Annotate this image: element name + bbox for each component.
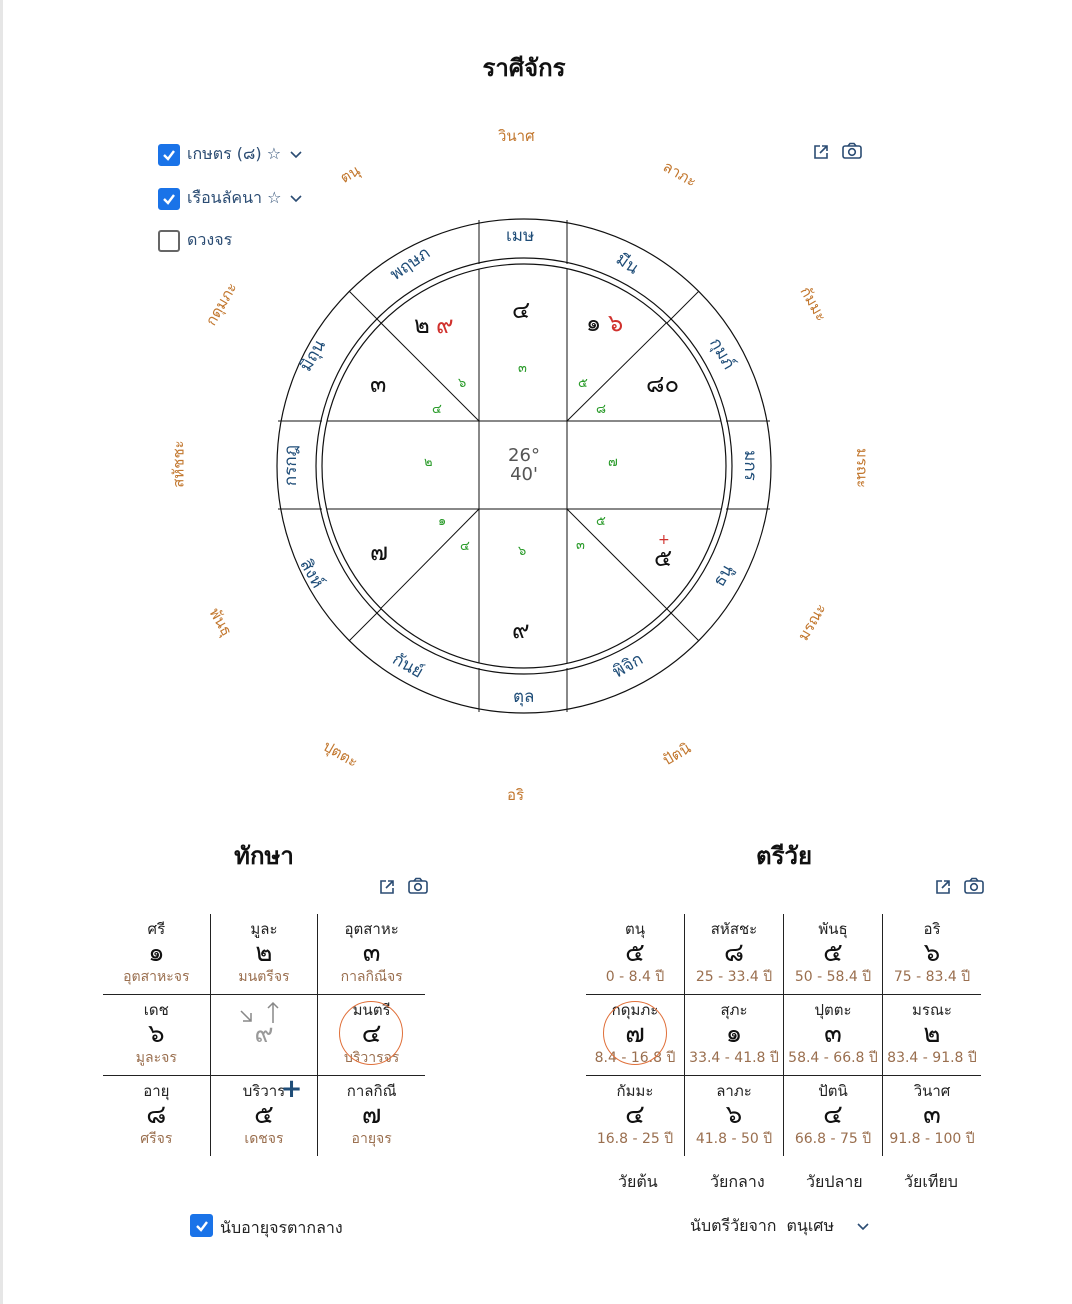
trivai-cell [685, 1076, 784, 1157]
planet-kumbh: ๘๐ [646, 370, 680, 398]
footer-middle: วัยกลาง [710, 1172, 765, 1191]
taksa-cell [103, 914, 210, 995]
cell-name: อุตสาหะ [344, 920, 399, 938]
small-num: ๑ [438, 514, 447, 529]
cell-name: ศรี [147, 920, 166, 938]
taksa-cell [103, 995, 210, 1076]
planet-mesha: ๔ [512, 296, 531, 324]
ruean-lakana-checkbox[interactable] [158, 188, 180, 210]
taksa-center-cell [210, 995, 318, 1076]
cell-num: ๖ [148, 1019, 165, 1049]
highlight-circle [339, 1001, 403, 1065]
cell-num: ๖ [725, 1100, 743, 1130]
cell-sub: มนตรีจร [238, 969, 290, 985]
kaset-label: เกษตร (๘) ☆ [187, 144, 282, 163]
cell-sub: 83.4 - 91.8 ปี [887, 1050, 977, 1066]
small-num: ๓ [576, 538, 585, 553]
kaset-checkbox[interactable] [158, 144, 180, 166]
option-duangjon[interactable] [158, 228, 232, 253]
house-label-patni: ปัตนิ [659, 738, 695, 770]
trivai-cell [685, 995, 784, 1076]
count-age-label: นับอายุจรตากลาง [220, 1218, 343, 1237]
cell-name: มูละ [250, 920, 278, 938]
open-external-icon[interactable] [934, 878, 954, 898]
left-edge [0, 0, 3, 1304]
cell-name: สหัสชะ [710, 920, 758, 938]
cell-name: มรณะ [912, 1001, 952, 1019]
footer-early: วัยต้น [618, 1172, 658, 1191]
cell-name: พันธุ [818, 920, 848, 938]
trivai-title: ตรีวัย [755, 842, 812, 870]
footer-compare: วัยเทียบ [904, 1172, 958, 1191]
cell-sub: เดชจร [244, 1131, 284, 1147]
small-num: ๕ [578, 376, 588, 391]
count-from-label: นับตรีวัยจาก [690, 1216, 777, 1235]
cell-name: ปุตตะ [814, 1001, 852, 1019]
house-label-ari: อริ [507, 786, 525, 804]
cell-name: กดุมภะ [611, 1001, 659, 1019]
cell-num: ๕ [254, 1100, 274, 1130]
sign-singh: สิงห์ [295, 555, 328, 592]
cell-sub: กาลกิณีจร [340, 969, 403, 985]
planet-thanu: ๕ [654, 544, 673, 572]
trivai-cell [883, 995, 982, 1076]
page-title: ราศีจักร [482, 54, 566, 82]
cell-name: อายุ [143, 1082, 170, 1100]
trivai-cell [784, 914, 883, 995]
cell-sub: 66.8 - 75 ปี [794, 1131, 872, 1147]
cell-name: ลาภะ [716, 1082, 752, 1100]
planet-mithun: ๓ [370, 370, 387, 398]
house-label-puttha: ปุตตะ [319, 736, 362, 772]
option-kaset[interactable] [158, 142, 303, 167]
taksa-cell [318, 1076, 425, 1157]
trivai-cell [883, 914, 982, 995]
duangjon-checkbox[interactable] [158, 230, 180, 252]
taksa-cell [318, 914, 425, 995]
planet-meen-a: ๑ [586, 309, 602, 337]
cell-name: บริวาร [242, 1082, 286, 1100]
arrows-icon [237, 999, 283, 1029]
house-label-kamma: กัมมะ [796, 283, 831, 325]
planet-singh: ๗ [370, 538, 389, 566]
cell-name: กาลกิณี [346, 1082, 397, 1100]
cell-num: ๓ [362, 938, 381, 968]
taksa-cell [210, 914, 318, 995]
small-num: ๖ [458, 376, 467, 391]
cell-num: ๔ [361, 1019, 382, 1049]
trivai-cell [586, 914, 685, 995]
option-ruean-lakana[interactable] [158, 186, 303, 211]
sign-meen: มีน [612, 249, 643, 279]
cell-num: ๗ [625, 1019, 645, 1049]
sign-karakot: กรกฎ [281, 444, 302, 487]
trivai-cell [784, 995, 883, 1076]
small-num: ๘ [596, 402, 607, 417]
cell-name: ตนุ [625, 920, 645, 938]
ruean-lakana-label: เรือนลัคนา ☆ [187, 188, 282, 207]
chevron-down-icon[interactable] [289, 194, 303, 204]
footer-late: วัยปลาย [806, 1172, 863, 1191]
cell-sub: 50 - 58.4 ปี [794, 969, 872, 985]
sign-kumbh: กุมภ์ [705, 334, 739, 373]
sign-mithun: มิถุน [296, 336, 330, 376]
duangjon-label: ดวงจร [187, 230, 233, 249]
sign-pijik: พิจิก [609, 649, 647, 683]
camera-icon[interactable] [407, 877, 427, 897]
house-label-winat: วินาศ [498, 127, 535, 145]
cell-num: ๖ [923, 938, 941, 968]
cell-sub: 8.4 - 16.8 ปี [594, 1050, 676, 1066]
chevron-down-icon[interactable] [289, 150, 303, 160]
sign-mesha: เมษ [506, 226, 535, 246]
cell-num: ๑ [148, 938, 165, 968]
house-label-kadumpha: กดุมภะ [201, 279, 241, 329]
cell-sub: 16.8 - 25 ปี [596, 1131, 674, 1147]
plus-icon: + [280, 1074, 303, 1104]
cell-name: สุภะ [720, 1001, 748, 1019]
cell-sub: 0 - 8.4 ปี [605, 969, 665, 985]
house-label-lapha: ลาภะ [659, 157, 700, 191]
small-num: ๔ [432, 402, 442, 417]
trivai-cell [883, 1076, 982, 1157]
cell-num: ๔ [823, 1100, 843, 1130]
trivai-cell [586, 995, 685, 1076]
center-degree [496, 446, 552, 484]
cell-name: กัมมะ [616, 1082, 654, 1100]
cell-sub: 91.8 - 100 ปี [889, 1131, 975, 1147]
small-num: ๔ [460, 539, 470, 554]
cell-sub: 25 - 33.4 ปี [695, 969, 773, 985]
planet-meen-b: ๖ [608, 309, 624, 337]
taksa-grid [103, 914, 425, 1156]
planet-tula: ๙ [512, 616, 530, 644]
open-external-icon[interactable] [378, 878, 398, 898]
chevron-down-icon[interactable] [856, 1222, 870, 1232]
house-label-marana-right: มรณะ [852, 448, 871, 488]
camera-icon[interactable] [963, 877, 983, 897]
sign-thanu: ธนู [709, 561, 738, 591]
cell-num: ๘ [146, 1100, 167, 1130]
count-from-value: ตนุเศษ [786, 1216, 834, 1235]
taksa-cell [210, 1076, 318, 1157]
house-label-panthu: พันธุ [205, 604, 236, 640]
trivai-cell [685, 914, 784, 995]
cell-sub: มูละจร [135, 1050, 177, 1066]
cell-sub: อายุจร [351, 1131, 392, 1147]
cell-num: ๙ [254, 1019, 274, 1049]
cell-sub: 33.4 - 41.8 ปี [689, 1050, 779, 1066]
count-age-checkbox[interactable] [190, 1214, 213, 1237]
cell-num: ๒ [923, 1019, 941, 1049]
small-num: ๕ [596, 514, 606, 529]
taksa-title: ทักษา [234, 842, 294, 870]
count-from-select[interactable] [690, 1214, 870, 1239]
trivai-cell [586, 1076, 685, 1157]
cell-num: ๒ [255, 938, 273, 968]
cell-num: ๓ [824, 1019, 842, 1049]
cell-num: ๕ [625, 938, 645, 968]
center-degree-value: 26° [508, 445, 540, 466]
cell-sub: บริวารจร [343, 1050, 400, 1066]
small-num: ๓ [518, 361, 527, 376]
cell-num: ๗ [361, 1100, 382, 1130]
center-minute-value: 40' [510, 464, 538, 485]
cell-num: ๕ [823, 938, 843, 968]
open-external-icon[interactable] [812, 143, 832, 163]
cell-name: อริ [923, 920, 941, 938]
cell-name: วินาศ [913, 1082, 951, 1100]
cell-sub: 58.4 - 66.8 ปี [788, 1050, 878, 1066]
cell-sub: 75 - 83.4 ปี [893, 969, 971, 985]
cell-sub: ศรีจร [140, 1131, 173, 1147]
trivai-cell [784, 1076, 883, 1157]
cell-name: มนตรี [352, 1001, 391, 1019]
cell-num: ๘ [723, 938, 745, 968]
cell-sub: อุตสาหะจร [123, 969, 190, 985]
planet-pruksa-a: ๒ [414, 311, 430, 339]
cell-num: ๓ [923, 1100, 941, 1130]
taksa-cell [318, 995, 425, 1076]
house-label-sahatcha: สหัชชะ [169, 440, 188, 488]
small-num: ๖ [518, 544, 527, 559]
sign-kanya: กันย์ [388, 649, 427, 683]
plus-marker: + [658, 532, 670, 548]
house-label-marana: มรณะ [794, 600, 830, 644]
sign-makon: มกร [739, 450, 760, 481]
count-age-option[interactable] [190, 1210, 343, 1241]
house-label-tanu: ตนุ [336, 161, 364, 187]
taksa-cell [103, 1076, 210, 1157]
cell-num: ๑ [725, 1019, 743, 1049]
camera-icon[interactable] [841, 142, 861, 162]
cell-num: ๔ [625, 1100, 645, 1130]
small-num: ๗ [608, 455, 618, 470]
small-num: ๒ [424, 455, 433, 470]
trivai-grid [586, 914, 981, 1156]
sign-pruksa: พฤษภ [386, 243, 434, 285]
cell-name: ปัตนิ [818, 1082, 848, 1100]
sign-tula: ตุล [513, 687, 535, 707]
planet-pruksa-b: ๙ [436, 311, 454, 339]
highlight-circle [603, 1001, 667, 1065]
cell-sub: 41.8 - 50 ปี [695, 1131, 773, 1147]
cell-name: เดช [143, 1001, 169, 1019]
